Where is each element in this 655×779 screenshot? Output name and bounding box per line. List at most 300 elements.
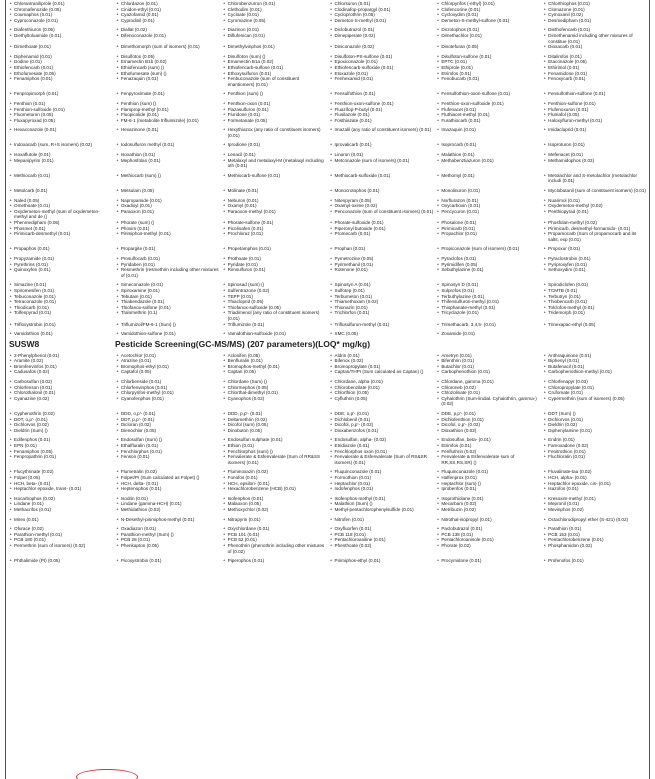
parameter-item: ▲ Pirimicarb (0.01)	[436, 226, 540, 232]
parameter-item: ▲ Isoprocarb (0.01)	[436, 142, 540, 148]
section-2	[6, 352, 649, 564]
parameter-item: ▲ Phosalone (0.01)	[436, 220, 540, 226]
parameter-item: ▲ Norflurazon (0.01)	[436, 198, 540, 204]
parameter-item: ▲ Spinosad (sum) ()	[223, 282, 327, 288]
parameter-item: ▲ Famoxadone (0.02)	[543, 443, 647, 449]
parameter-item: ▲ Fenamidone (0.01)	[543, 71, 647, 77]
parameter-item: ▲ Oxadixyl (0.01)	[116, 203, 220, 209]
parameter-item: ▲ Fenpropimorph (0.01)	[9, 91, 113, 97]
parameter-item: ▲ Mevinphos (0.02)	[543, 507, 647, 513]
parameter-item: ▲ PCB 118 (0.01)	[330, 532, 434, 538]
parameter-item: ▲ Pirimiphos-methyl (0.01)	[116, 231, 220, 242]
parameter-item: ▲ Cadusafos (0.02)	[9, 369, 113, 375]
parameter-item: ▲ Dimethachlor (0.01)	[436, 33, 540, 44]
parameter-item: ▲ Diazinon (0.01)	[223, 27, 327, 33]
parameter-item: ▲ Monolinuron (0.01)	[436, 188, 540, 194]
parameter-item: ▲ Carbophenothion (0.01)	[436, 369, 540, 375]
parameter-item: ▲ Metribuzin (0.02)	[436, 507, 540, 513]
parameter-item: ▲ Folpet/PI (Sum calculated as Folpet) ()	[116, 475, 220, 481]
parameter-item: ▲ Chlorobenzilate (0.01)	[330, 385, 434, 391]
parameter-item: ▲ Ethofumesate (0.05)	[9, 71, 113, 77]
parameter-item: ▲ Profenofos (0.01)	[543, 558, 647, 564]
parameter-item: ▲ Metconazole (sum of isomers) (0.01)	[330, 158, 434, 169]
parameter-item: ▲ Diethyltoluamide (0.01)	[9, 33, 113, 44]
parameter-item: ▲ DDD, p,p'- (0.01)	[223, 411, 327, 417]
parameter-item: ▲ Diphenamid (0.01)	[9, 54, 113, 60]
parameter-item: ▲ PCB 180 (0.01)	[9, 537, 113, 543]
parameter-item: ▲ Fenthion-sulfoxide (0.01)	[9, 107, 113, 113]
parameter-item: ▲ Tolclofos-methyl (0.01)	[543, 305, 647, 311]
parameter-item: ▲ Isazofos (0.01)	[543, 486, 647, 492]
parameter-item: ▲ Fenbuconazole (sum of constituent enantiomers) (0.01)	[223, 76, 327, 87]
parameter-item: ▲ Cyprodinil (0.01)	[116, 18, 220, 24]
parameter-item: ▲ PCB 138 (0.01)	[436, 532, 540, 538]
parameter-item: ▲ Aclonifen (0.05)	[223, 353, 327, 359]
parameter-item: ▲ Fluthiacet-methyl (0.01)	[436, 112, 540, 118]
parameter-item: ▲ Sulprofos (0.01)	[436, 288, 540, 294]
parameter-item: ▲ Flufenoxuron (0.01)	[543, 107, 647, 113]
parameter-item: ▲ Vamidothion-sulfone (0.01)	[116, 331, 220, 337]
parameter-item: ▲ Fenthion (0.01)	[9, 101, 113, 107]
parameter-item: ▲ Cypermethrin (sum of isomers) (0.05)	[543, 396, 647, 407]
parameter-item: ▲ Fluometuron (0.05)	[9, 112, 113, 118]
parameter-item: ▲ Dimethomorph (sum of isomers) (0.01)	[116, 44, 220, 50]
parameter-item: ▲ Cycloxydim (0.01)	[436, 12, 540, 18]
parameter-item: ▲ Dichlorvos (0.02)	[9, 422, 113, 428]
parameter-item: ▲ Furathiocarb (0.01)	[436, 118, 540, 124]
parameter-item: ▲ Pyridate (0.01)	[223, 262, 327, 268]
parameter-item: ▲ Captan (0.05)	[223, 369, 327, 375]
parameter-item: ▲ Lindane (0.01)	[9, 501, 113, 507]
parameter-item: ▲ Metalaxyl and metalaxyl-M (metalaxyl including oth (0.01)	[223, 158, 327, 169]
parameter-item: ▲ Ethiofencarb-sulfoxide (0.01)	[330, 65, 434, 71]
parameter-item: ▲ Pyraclostrobin (0.01)	[543, 256, 647, 262]
parameter-item: ▲ Thionazin (0.01)	[330, 305, 434, 311]
parameter-item: ▲ Methyl-pentachlorophenylsulfide (0.01)	[330, 507, 434, 513]
parameter-item: ▲ Ethiofencarb (0.01)	[9, 65, 113, 71]
parameter-item: ▲ Disulfoton (sum) ()	[223, 54, 327, 60]
parameter-item: ▲ Penconazole (sum of constituent isomers) (0.01)	[330, 209, 434, 220]
parameter-item: ▲ Piperonyl butoxide (0.01)	[330, 226, 434, 232]
parameter-item: ▲ Cinidon-ethyl (0.01)	[116, 7, 220, 13]
parameter-item: ▲ Pyriproxyfen (0.01)	[543, 262, 647, 268]
parameter-item: ▲ Mecarbam (0.02)	[436, 501, 540, 507]
parameter-item: ▲ Fenthion-oxon-sulfoxide (0.01)	[436, 101, 540, 107]
parameter-item: ▲ Cyanazine (0.02)	[9, 396, 113, 407]
parameter-item: ▲ Butafenacil (0.01)	[543, 364, 647, 370]
parameter-item: ▲ Cyazofamid (0.01)	[116, 12, 220, 18]
parameter-item: ▲ Oxydemeton-methyl (0.02)	[543, 203, 647, 209]
parameter-item: ▲ Flutriafol (0.05)	[543, 112, 647, 118]
parameter-item: ▲ Emamectin B1b (0.02)	[116, 59, 220, 65]
parameter-item: ▲ Mefenacet (0.01)	[543, 152, 647, 158]
parameter-item: ▲ Tralomethrin (0.1)	[116, 310, 220, 321]
parameter-item: ▲ Fluridone (0.01)	[223, 112, 327, 118]
parameter-item: ▲ Monocrotophos (0.01)	[330, 188, 434, 194]
parameter-item: ▲ Dimethoate (0.01)	[9, 44, 113, 50]
parameter-item: ▲ Quinoxyfen (0.01)	[9, 267, 113, 278]
parameter-item: ▲ Iprobenfos (0.01)	[436, 486, 540, 492]
parameter-item: ▲ Acetochlor (0.01)	[116, 353, 220, 359]
parameter-item: ▲ Diphenylamine (0.01)	[543, 428, 647, 434]
parameter-item: ▲ EPTC (0.01)	[436, 59, 540, 65]
parameter-item: ▲ Anthraquinone (0.01)	[543, 353, 647, 359]
parameter-item: ▲ Chlorfenapyr (0.03)	[543, 379, 647, 385]
parameter-item: ▲ HCH, delta- (0.01)	[116, 481, 220, 487]
parameter-item: ▲ Butachlor (0.01)	[436, 364, 540, 370]
parameter-item: ▲ Dicrotophos (0.01)	[436, 27, 540, 33]
parameter-item: ▲ Etridiazole (0.01)	[330, 443, 434, 449]
parameter-item: ▲ DDD, o,p'- (0.01)	[116, 411, 220, 417]
parameter-item: ▲ Fenthion-oxon-sulfone (0.01)	[330, 101, 434, 107]
parameter-item: ▲ Vamidothion-sulfoxide (0.01)	[223, 331, 327, 337]
parameter-item: ▲ Dieldrin (0.02)	[543, 422, 647, 428]
parameter-item: ▲ Prothoate (0.01)	[223, 256, 327, 262]
parameter-item: ▲ Chromafenozide (0.05)	[9, 7, 113, 13]
parameter-item: ▲ Fosthiazate (0.01)	[330, 118, 434, 124]
parameter-item: ▲ Imidacloprid (0.01)	[543, 127, 647, 138]
parameter-item: ▲ Dichlorvos (0.01)	[543, 417, 647, 423]
parameter-item: ▲ Flumetralin (0.02)	[116, 469, 220, 475]
parameter-item: ▲ Phenothrin (phenothrin including other mixtures of (0.02)	[223, 543, 327, 554]
parameter-item: ▲ Oxyfluorfen (0.01)	[330, 526, 434, 532]
parameter-item: ▲ Trifloxystrobin (0.01)	[9, 322, 113, 328]
parameter-item: ▲ Prosulfocarb (0.01)	[116, 256, 220, 262]
parameter-item: ▲ Bromophos-ethyl (0.01)	[116, 364, 220, 370]
parameter-item: ▲ Crufomate (0.01)	[543, 390, 647, 396]
parameter-item: ▲ Picoxystrobin (0.01)	[116, 558, 220, 564]
parameter-item: ▲ DDT (Sum) ()	[543, 411, 647, 417]
parameter-item: ▲ Etaconazole (0.05)	[543, 59, 647, 65]
parameter-item: ▲ Flucythrinate (0.02)	[9, 469, 113, 475]
parameter-item: ▲ Simazine (0.01)	[9, 282, 113, 288]
parameter-item: ▲ Chlorsuron (0.01)	[330, 1, 434, 7]
parameter-item: ▲ Dienochlor (0.05)	[116, 428, 220, 434]
parameter-item: ▲ PCB 101 (0.01)	[223, 532, 327, 538]
parameter-item: ▲ Fluchloralin (0.01)	[543, 454, 647, 465]
parameter-item: ▲ Pymetrozine (0.05)	[330, 256, 434, 262]
parameter-item: ▲ Methacrifos (0.01)	[9, 507, 113, 513]
parameter-item: ▲ Dinotefuran (0.05)	[436, 44, 540, 50]
parameter-item: ▲ Chlorfenson (0.01)	[9, 385, 113, 391]
parameter-item: ▲ Ethirimol (0.01)	[543, 65, 647, 71]
parameter-item: ▲ Simeconazole (0.01)	[116, 282, 220, 288]
parameter-item: ▲ HCH, epsilon- (0.01)	[223, 481, 327, 487]
parameter-item: ▲ Chlorantraniliprole (0.01)	[9, 1, 113, 7]
parameter-item: ▲ Isoprothiolane (0.01)	[436, 496, 540, 502]
parameter-item: ▲ Flamprop-methyl (0.01)	[116, 107, 220, 113]
parameter-item: ▲ Paraoxon (0.01)	[116, 209, 220, 220]
parameter-item: ▲ Demeton-S-methyl-sulfone (0.01)	[436, 18, 540, 24]
parameter-item: ▲ Phosmet (0.01)	[9, 226, 113, 232]
parameter-item: ▲ Cymoxanil (0.02)	[543, 12, 647, 18]
parameter-item: ▲ Dioxacarb (0.01)	[543, 44, 647, 50]
parameter-item: ▲ Pencycuron (0.01)	[436, 209, 540, 220]
parameter-item: ▲ Thiobencarb (0.01)	[543, 299, 647, 305]
parameter-item: ▲ Piperophos (0.01)	[223, 558, 327, 564]
parameter-item: ▲ Chlorobenzurron (0.01)	[223, 1, 327, 7]
parameter-item: ▲ Pirimicarb-desmethyl (0.01)	[9, 231, 113, 242]
parameter-item: ▲ Endosulfan (Sum) ()	[116, 437, 220, 443]
parameter-item: ▲ Ethiofencarb-sulfone (0.01)	[223, 65, 327, 71]
parameter-item: ▲ TCMTB (0.01)	[543, 288, 647, 294]
parameter-item: ▲ Chlozolinate (0.01)	[436, 390, 540, 396]
document-page	[5, 0, 650, 779]
parameter-item: ▲ Flazasulfuron (0.01)	[223, 107, 327, 113]
parameter-item: ▲ Propamocarb (Sum of propamocarb and its salts, exp (0.01)	[543, 231, 647, 242]
parameter-item: ▲ Propargite (0.01)	[116, 246, 220, 252]
parameter-item: ▲ Indoxacarb (sum, R+S isomers) (0.02)	[9, 142, 113, 148]
parameter-item: ▲ Procymidone (0.01)	[436, 558, 540, 564]
parameter-item: ▲ Fenvalerate & Esfenvalerate (Sum of RS&SR isomers) (0.01)	[330, 454, 434, 465]
parameter-item: ▲ Chlordazon (0.01)	[116, 1, 220, 7]
parameter-item: ▲ Captafol (0.05)	[116, 369, 220, 375]
parameter-item: ▲ Trimethacarb, 3,4,5- (0.01)	[436, 322, 540, 328]
parameter-item: ▲ Chlordane, gamma (0.01)	[436, 379, 540, 385]
parameter-item: ▲ Carbosulfan (0.02)	[9, 379, 113, 385]
parameter-item: ▲ Trichlorfon (0.01)	[330, 310, 434, 321]
parameter-item: ▲ Fenthion (sum) ()	[116, 101, 220, 107]
parameter-item: ▲ Demeton-S-methyl (0.01)	[330, 18, 434, 24]
parameter-item: ▲ Metolcarb (0.01)	[9, 188, 113, 194]
parameter-item: ▲ Spirodiclofen (0.01)	[543, 282, 647, 288]
parameter-item: ▲ Oxydemeton-methyl (sum of oxydemeton-methyl and de ()	[9, 209, 113, 220]
parameter-item: ▲ Malathion (Sum) ()	[330, 501, 434, 507]
parameter-item: ▲ Spiroxamine (0.01)	[116, 288, 220, 294]
parameter-item: ▲ Tridemorph (0.01)	[543, 310, 647, 321]
parameter-item: ▲ Sulfotep (0.01)	[330, 288, 434, 294]
parameter-item: ▲ Ethalfluralin (0.01)	[116, 443, 220, 449]
parameter-item: ▲ Diethofencarb (0.01)	[543, 27, 647, 33]
parameter-item: ▲ Ethiprole (0.01)	[436, 65, 540, 71]
parameter-item: ▲ Ethion (0.01)	[223, 443, 327, 449]
parameter-item: ▲ Chlorpyrifos (-ethyl) (0.01)	[436, 1, 540, 7]
parameter-grid-2	[9, 353, 647, 564]
parameter-item: ▲ Nitenpyram (0.05)	[330, 198, 434, 204]
parameter-item: ▲ Pyraclofos (0.01)	[436, 256, 540, 262]
parameter-item: ▲ Dioxathion (0.02)	[436, 428, 540, 434]
parameter-item: ▲ HCH, alpha- (0.01)	[543, 475, 647, 481]
parameter-item: ▲ Myclobutanil (sum of constituent isomers) (0.01)	[543, 188, 647, 194]
parameter-item: ▲ Disulfoton (0.05)	[116, 54, 220, 60]
parameter-item: ▲ Triflusulfuron-methyl (0.01)	[330, 322, 434, 328]
parameter-item: ▲ Emamectin B1a (0.02)	[223, 59, 327, 65]
parameter-item: ▲ Diclobutrazol (0.01)	[330, 27, 434, 33]
parameter-item: ▲ Fenamiphos (0.01)	[9, 76, 113, 87]
parameter-item: ▲ Bromophos-methyl (0.01)	[223, 364, 327, 370]
parameter-item: ▲ PCB 52 (0.01)	[223, 537, 327, 543]
parameter-item: ▲ Dioxabenzofos (0.01)	[330, 428, 434, 434]
parameter-item: ▲ Pyrethrins (0.01)	[9, 262, 113, 268]
parameter-item: ▲ Chlorthion (0.05)	[330, 390, 434, 396]
parameter-item: ▲ Fenfluthrin (0.02)	[436, 449, 540, 455]
parameter-item: ▲ Chlorfenvinphos (0.01)	[116, 385, 220, 391]
parameter-item: ▲ Lenacil (0.01)	[223, 152, 327, 158]
parameter-item: ▲ Thiacloprid (0.05)	[223, 299, 327, 305]
parameter-item: ▲ Dodine (0.01)	[9, 59, 113, 65]
parameter-item: ▲ Isoxaflutole (0.01)	[9, 152, 113, 158]
parameter-item: ▲ Halfenprox (0.01)	[436, 475, 540, 481]
parameter-item: ▲ Dicofol, o,p'- (0.02)	[436, 422, 540, 428]
parameter-item: ▲ Neburon (0.01)	[223, 198, 327, 204]
parameter-item: ▲ Bromopropylate (0.01)	[330, 364, 434, 370]
parameter-item: ▲ DDT, p,p'- (0.01)	[116, 417, 220, 423]
parameter-item: ▲ Hexachlorobenzene (HCB) (0.01)	[223, 486, 327, 492]
parameter-item: ▲ Zoxamide (0.01)	[436, 331, 540, 337]
parameter-item: ▲ Nuarimol (0.01)	[543, 198, 647, 204]
parameter-item: ▲ Parathion-methyl (0.01)	[9, 532, 113, 538]
parameter-item: ▲ Fenoxycarb (0.01)	[543, 76, 647, 87]
parameter-item: ▲ Fenchlorphos (sum) ()	[223, 449, 327, 455]
parameter-item: ▲ Fonofos (0.01)	[223, 475, 327, 481]
parameter-item: ▲ Endrin (0.01)	[543, 437, 647, 443]
parameter-item: ▲ Disulfoton-PS-sulfone (0.01)	[330, 54, 434, 60]
parameter-item: ▲ Pyridaben (0.01)	[116, 262, 220, 268]
parameter-item: ▲ Pirimicarb, desmethyl-formamido- (0.01)	[543, 226, 647, 232]
parameter-item: ▲ Fluxapyroxad (0.05)	[9, 118, 113, 124]
parameter-item: ▲ Tebutam (0.01)	[116, 294, 220, 300]
parameter-item: ▲ Naled (0.05)	[9, 198, 113, 204]
parameter-item: ▲ Tolfenpyrad (0.01)	[9, 310, 113, 321]
parameter-item: ▲ Diallat (0.02)	[116, 27, 220, 33]
parameter-item: ▲ Phorate (0.02)	[436, 543, 540, 554]
parameter-item: ▲ Phthalimide (PI) (0.05)	[9, 558, 113, 564]
section-code: SUSW8	[9, 338, 40, 349]
parameter-item: ▲ Picolinafen (0.01)	[223, 226, 327, 232]
parameter-item: ▲ HCH, beta- (0.01)	[9, 481, 113, 487]
parameter-item: ▲ TEPP (0.01)	[223, 294, 327, 300]
parameter-item: ▲ Dimethylvinphos (0.01)	[223, 44, 327, 50]
parameter-item: ▲ PCB 28 (0.01)	[116, 537, 220, 543]
parameter-item: ▲ Spiromesifen (0.01)	[9, 288, 113, 294]
parameter-item: ▲ Chlormephos (0.05)	[223, 385, 327, 391]
parameter-item: ▲ Biphenyl (0.01)	[543, 358, 647, 364]
parameter-item: ▲ Triflumizol/FM-6-1 (Sum) ()	[116, 322, 220, 328]
parameter-item: ▲ Rimsulfuron (0.01)	[223, 267, 327, 278]
parameter-item: ▲ Tetraconazole (0.01)	[9, 299, 113, 305]
parameter-item: ▲ Bromfenvinfos (0.01)	[9, 364, 113, 370]
parameter-item: ▲ Haloxyfluron-methyl (0.01)	[543, 118, 647, 124]
parameter-item: ▲ Cyromazine (0.05)	[223, 18, 327, 24]
parameter-item: ▲ Mephosfolan (0.01)	[116, 158, 220, 169]
parameter-item: ▲ Formothion (0.01)	[330, 475, 434, 481]
parameter-item: ▲ Heptenophos (0.01)	[116, 486, 220, 492]
parameter-item: ▲ Vamidothion (0.01)	[9, 331, 113, 337]
parameter-item: ▲ Endosulfan sulphate (0.01)	[223, 437, 327, 443]
parameter-item: ▲ Pyrimethanil (0.01)	[330, 262, 434, 268]
parameter-item: ▲ Hexazinone (0.01)	[116, 127, 220, 138]
parameter-item: ▲ Hexaconazole (0.01)	[9, 127, 113, 138]
parameter-item: ▲ Dicloran (0.02)	[116, 422, 220, 428]
parameter-item: ▲ Fenhexamid (0.01)	[330, 76, 434, 87]
parameter-item: ▲ Thiodicarb (0.01)	[9, 305, 113, 311]
parameter-item: ▲ Diniconazole (0.02)	[330, 44, 434, 50]
parameter-item: ▲ Cycloprothrin (0.05)	[330, 12, 434, 18]
parameter-item: ▲ Carbophenothion-methyl (0.01)	[543, 369, 647, 375]
parameter-item: ▲ Fenpropathrin (0.01)	[9, 454, 113, 465]
parameter-item: ▲ Terbumeton (0.01)	[330, 294, 434, 300]
parameter-item: ▲ Thifensulfuron-methyl (0.01)	[436, 299, 540, 305]
parameter-item: ▲ Isofenphos-methyl (0.01)	[330, 496, 434, 502]
parameter-item: ▲ Oxycarboxin (0.01)	[436, 203, 540, 209]
parameter-item: ▲ DDT, o,p'- (0.01)	[9, 417, 113, 423]
parameter-item: ▲ Fluminoxazin (0.02)	[223, 469, 327, 475]
parameter-item: ▲ Penthiopyrad (0.01)	[543, 209, 647, 220]
parameter-item: ▲ Fenitrothion (0.01)	[543, 449, 647, 455]
parameter-item: ▲ Terbutryn (0.01)	[543, 294, 647, 300]
parameter-item: ▲ Pyrimidifen (0.05)	[436, 262, 540, 268]
parameter-item: ▲ Propiconazole (sum of isomers) (0.01)	[436, 246, 540, 252]
parameter-item: ▲ Permethrin (sum of isomers) (0.02)	[9, 543, 113, 554]
parameter-item: ▲ Isoproturon (0.01)	[543, 142, 647, 148]
parameter-item: ▲ Nitrapyrin (0.01)	[223, 517, 327, 523]
parameter-item: ▲ Terbuthylazine (0.01)	[436, 294, 540, 300]
parameter-item: ▲ Spinosyn D (0.01)	[436, 282, 540, 288]
parameter-item: ▲ Bifenthrin (0.01)	[436, 358, 540, 364]
parameter-item: ▲ Fenson (0.01)	[116, 454, 220, 465]
parameter-item: ▲ Kresoxim-methyl (0.01)	[543, 496, 647, 502]
parameter-item: ▲ Thiofanox-sulfone (0.01)	[116, 305, 220, 311]
parameter-item: ▲ Sethoxydim (0.01)	[543, 267, 647, 278]
parameter-item: ▲ Aldrin (0.01)	[330, 353, 434, 359]
parameter-item: ▲ Methamidophos (0.02)	[543, 158, 647, 169]
parameter-item: ▲ Ditalimfos (0.01)	[543, 54, 647, 60]
parameter-grid-1	[9, 1, 647, 337]
parameter-item: ▲ Phenthoate (0.02)	[330, 543, 434, 554]
parameter-item: ▲ DDE, p,p'- (0.01)	[436, 411, 540, 417]
parameter-item: ▲ Fensulfothion-sulfone (0.01)	[543, 91, 647, 97]
parameter-item: ▲ Prophan (0.01)	[330, 246, 434, 252]
parameter-item: ▲ Dimepiperate (0.02)	[330, 33, 434, 44]
parameter-item: ▲ Fluvalinate-tau (0.02)	[543, 469, 647, 475]
parameter-item: ▲ Ethoxysulfuron (0.01)	[223, 71, 327, 77]
parameter-item: ▲ Paraoxon-methyl (0.01)	[223, 209, 327, 220]
parameter-item: ▲ Clethodim (0.01)	[223, 7, 327, 13]
parameter-item: ▲ Chlorthiophos (0.01)	[543, 1, 647, 7]
parameter-item: ▲ Fluopicolide (0.01)	[116, 112, 220, 118]
parameter-item: ▲ Iprovalicarb (0.01)	[330, 142, 434, 148]
parameter-item: ▲ Parathion (0.01)	[543, 526, 647, 532]
parameter-item: ▲ Etrimfos (0.01)	[436, 443, 540, 449]
parameter-item: ▲ Thiabendazole (0.01)	[116, 299, 220, 305]
parameter-item: ▲ Malaoxon (0.05)	[223, 501, 327, 507]
parameter-item: ▲ Dichlofenthion (0.01)	[436, 417, 540, 423]
parameter-item: ▲ Heptachlor epoxide, cis- (0.01)	[543, 481, 647, 487]
parameter-item: ▲ Napropamide (0.01)	[116, 198, 220, 204]
parameter-item: ▲ Nitrofen (0.01)	[330, 517, 434, 523]
parameter-item: ▲ Chloropropylate (0.01)	[543, 385, 647, 391]
parameter-item: ▲ Nitrothal-isopropyl (0.01)	[436, 517, 540, 523]
parameter-item: ▲ Fenthion (sum) ()	[223, 91, 327, 97]
parameter-item: ▲ DDE, o,p'- (0.01)	[330, 411, 434, 417]
parameter-item: ▲ Cycloate (0.01)	[223, 12, 327, 18]
parameter-item: ▲ XMC (0.05)	[330, 331, 434, 337]
parameter-item: ▲ Sebuthylazine (0.01)	[436, 267, 540, 278]
parameter-item: ▲ Dicofol (sum) (0.05)	[223, 422, 327, 428]
parameter-item: ▲ Thiofanox-sulfoxide (0.05)	[223, 305, 327, 311]
parameter-item: ▲ Omethoate (0.01)	[9, 203, 113, 209]
parameter-item: ▲ Isofenphos (0.01)	[223, 496, 327, 502]
parameter-item: ▲ Promecarb (0.01)	[330, 231, 434, 242]
parameter-item: ▲ Chlorthal-dimethyl (0.01)	[223, 390, 327, 396]
parameter-item: ▲ Phoxim (0.01)	[116, 226, 220, 232]
parameter-item: ▲ Methabenztiazuron (0.01)	[436, 158, 540, 169]
parameter-item: ▲ Epoxiconazole (0.01)	[330, 59, 434, 65]
parameter-item: ▲ Paclobutrazol (0.01)	[436, 526, 540, 532]
parameter-item: ▲ Phorate-sulfoxide (0.01)	[330, 220, 434, 226]
parameter-item: ▲ Clomazone (0.01)	[543, 7, 647, 13]
parameter-item: ▲ Mepronil (0.01)	[543, 501, 647, 507]
